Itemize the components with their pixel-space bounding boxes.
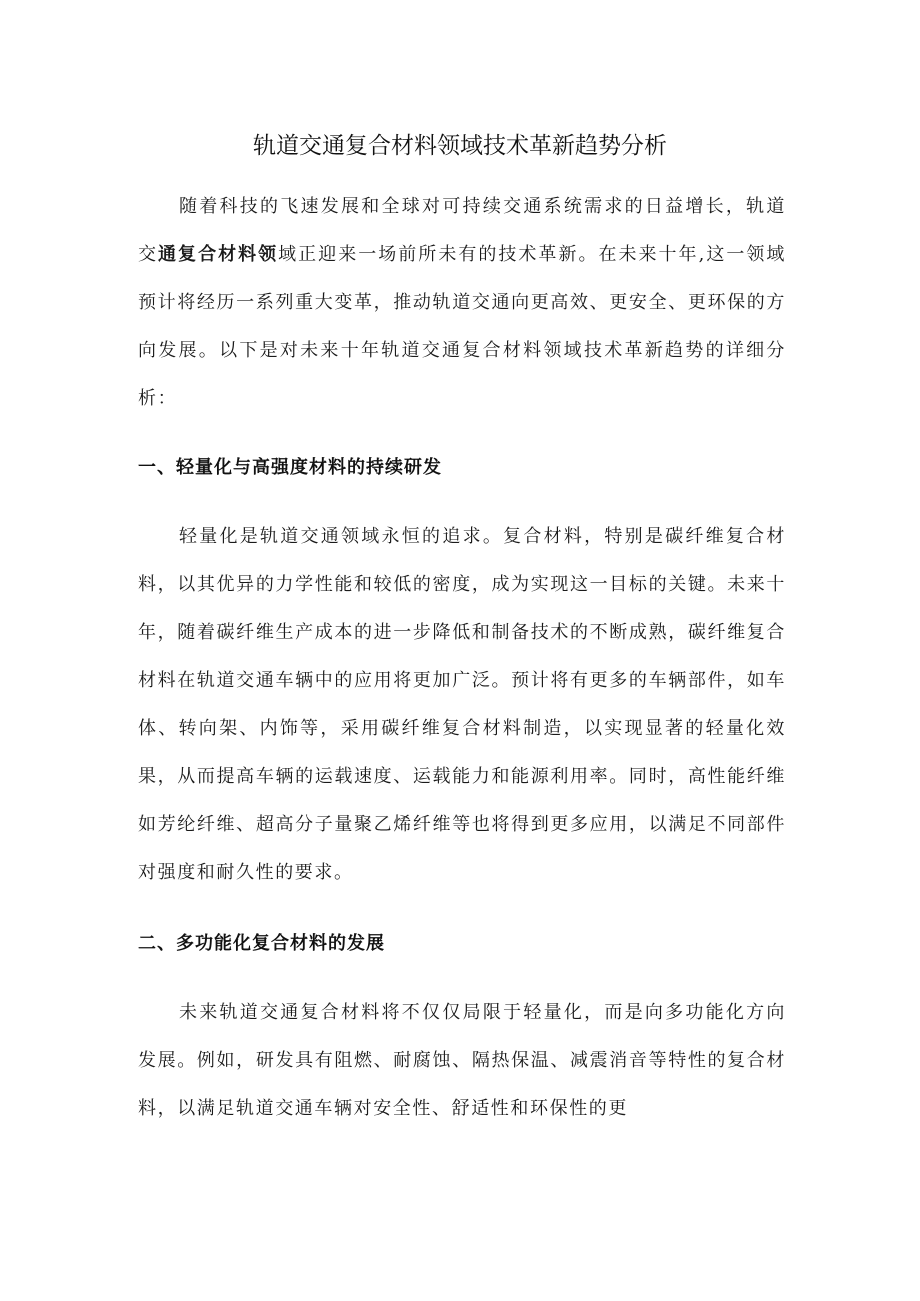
section-heading-multifunctional: 二、多功能化复合材料的发展 xyxy=(138,933,385,954)
intro-text-bold: 通复合材料领 xyxy=(158,244,279,265)
document-title: 轨道交通复合材料领域技术革新趋势分析 xyxy=(253,133,667,159)
section-body-multifunctional: 未来轨道交通复合材料将不仅仅局限于轻量化，而是向多功能化方向发展。例如，研发具有阻燃、耐腐蚀、隔热保温、减震消音等特性的复合材料，以满足轨道交通车辆对安全性、舒适性和环保性的更 xyxy=(138,1002,786,1119)
section-heading-lightweight: 一、轻量化与高强度材料的持续研发 xyxy=(138,457,442,478)
section-body-lightweight: 轻量化是轨道交通领域永恒的追求。复合材料，特别是碳纤维复合材料，以其优异的力学性能和较低的密度，成为实现这一目标的关键。未来十年，随着碳纤维生产成本的进一步降低和制备技术的不断成熟，碳纤维复合材料在轨道交通车辆中的应用将更加广泛。预计将有更多的车辆部件，如车体、转向架、内饰等，采用碳纤维复合材料制造，以实现显著的轻量化效果，从而提高车辆的运载速度、运载能力和能源利用率。同时，高性能纤维如芳纶纤维、超高分子量聚乙烯纤维等也将得到更多应用，以满足不同部件对强度和耐久性的要求。 xyxy=(138,526,786,883)
intro-paragraph xyxy=(138,183,786,423)
intro-text-end: 域正迎来一场前所未有的技术革新。在未来十年,这一领域预计将经历一系列重大变革，推动轨道交通向更高效、更安全、更环保的方向发展。以下是对未来十年轨道交通复合材料领域技术革新趋势的详细分析： xyxy=(138,244,786,409)
intro-text-start: 随着科技的飞速发展和全球对可持续交通系统需求的日益增长，轨道交 xyxy=(138,196,786,265)
